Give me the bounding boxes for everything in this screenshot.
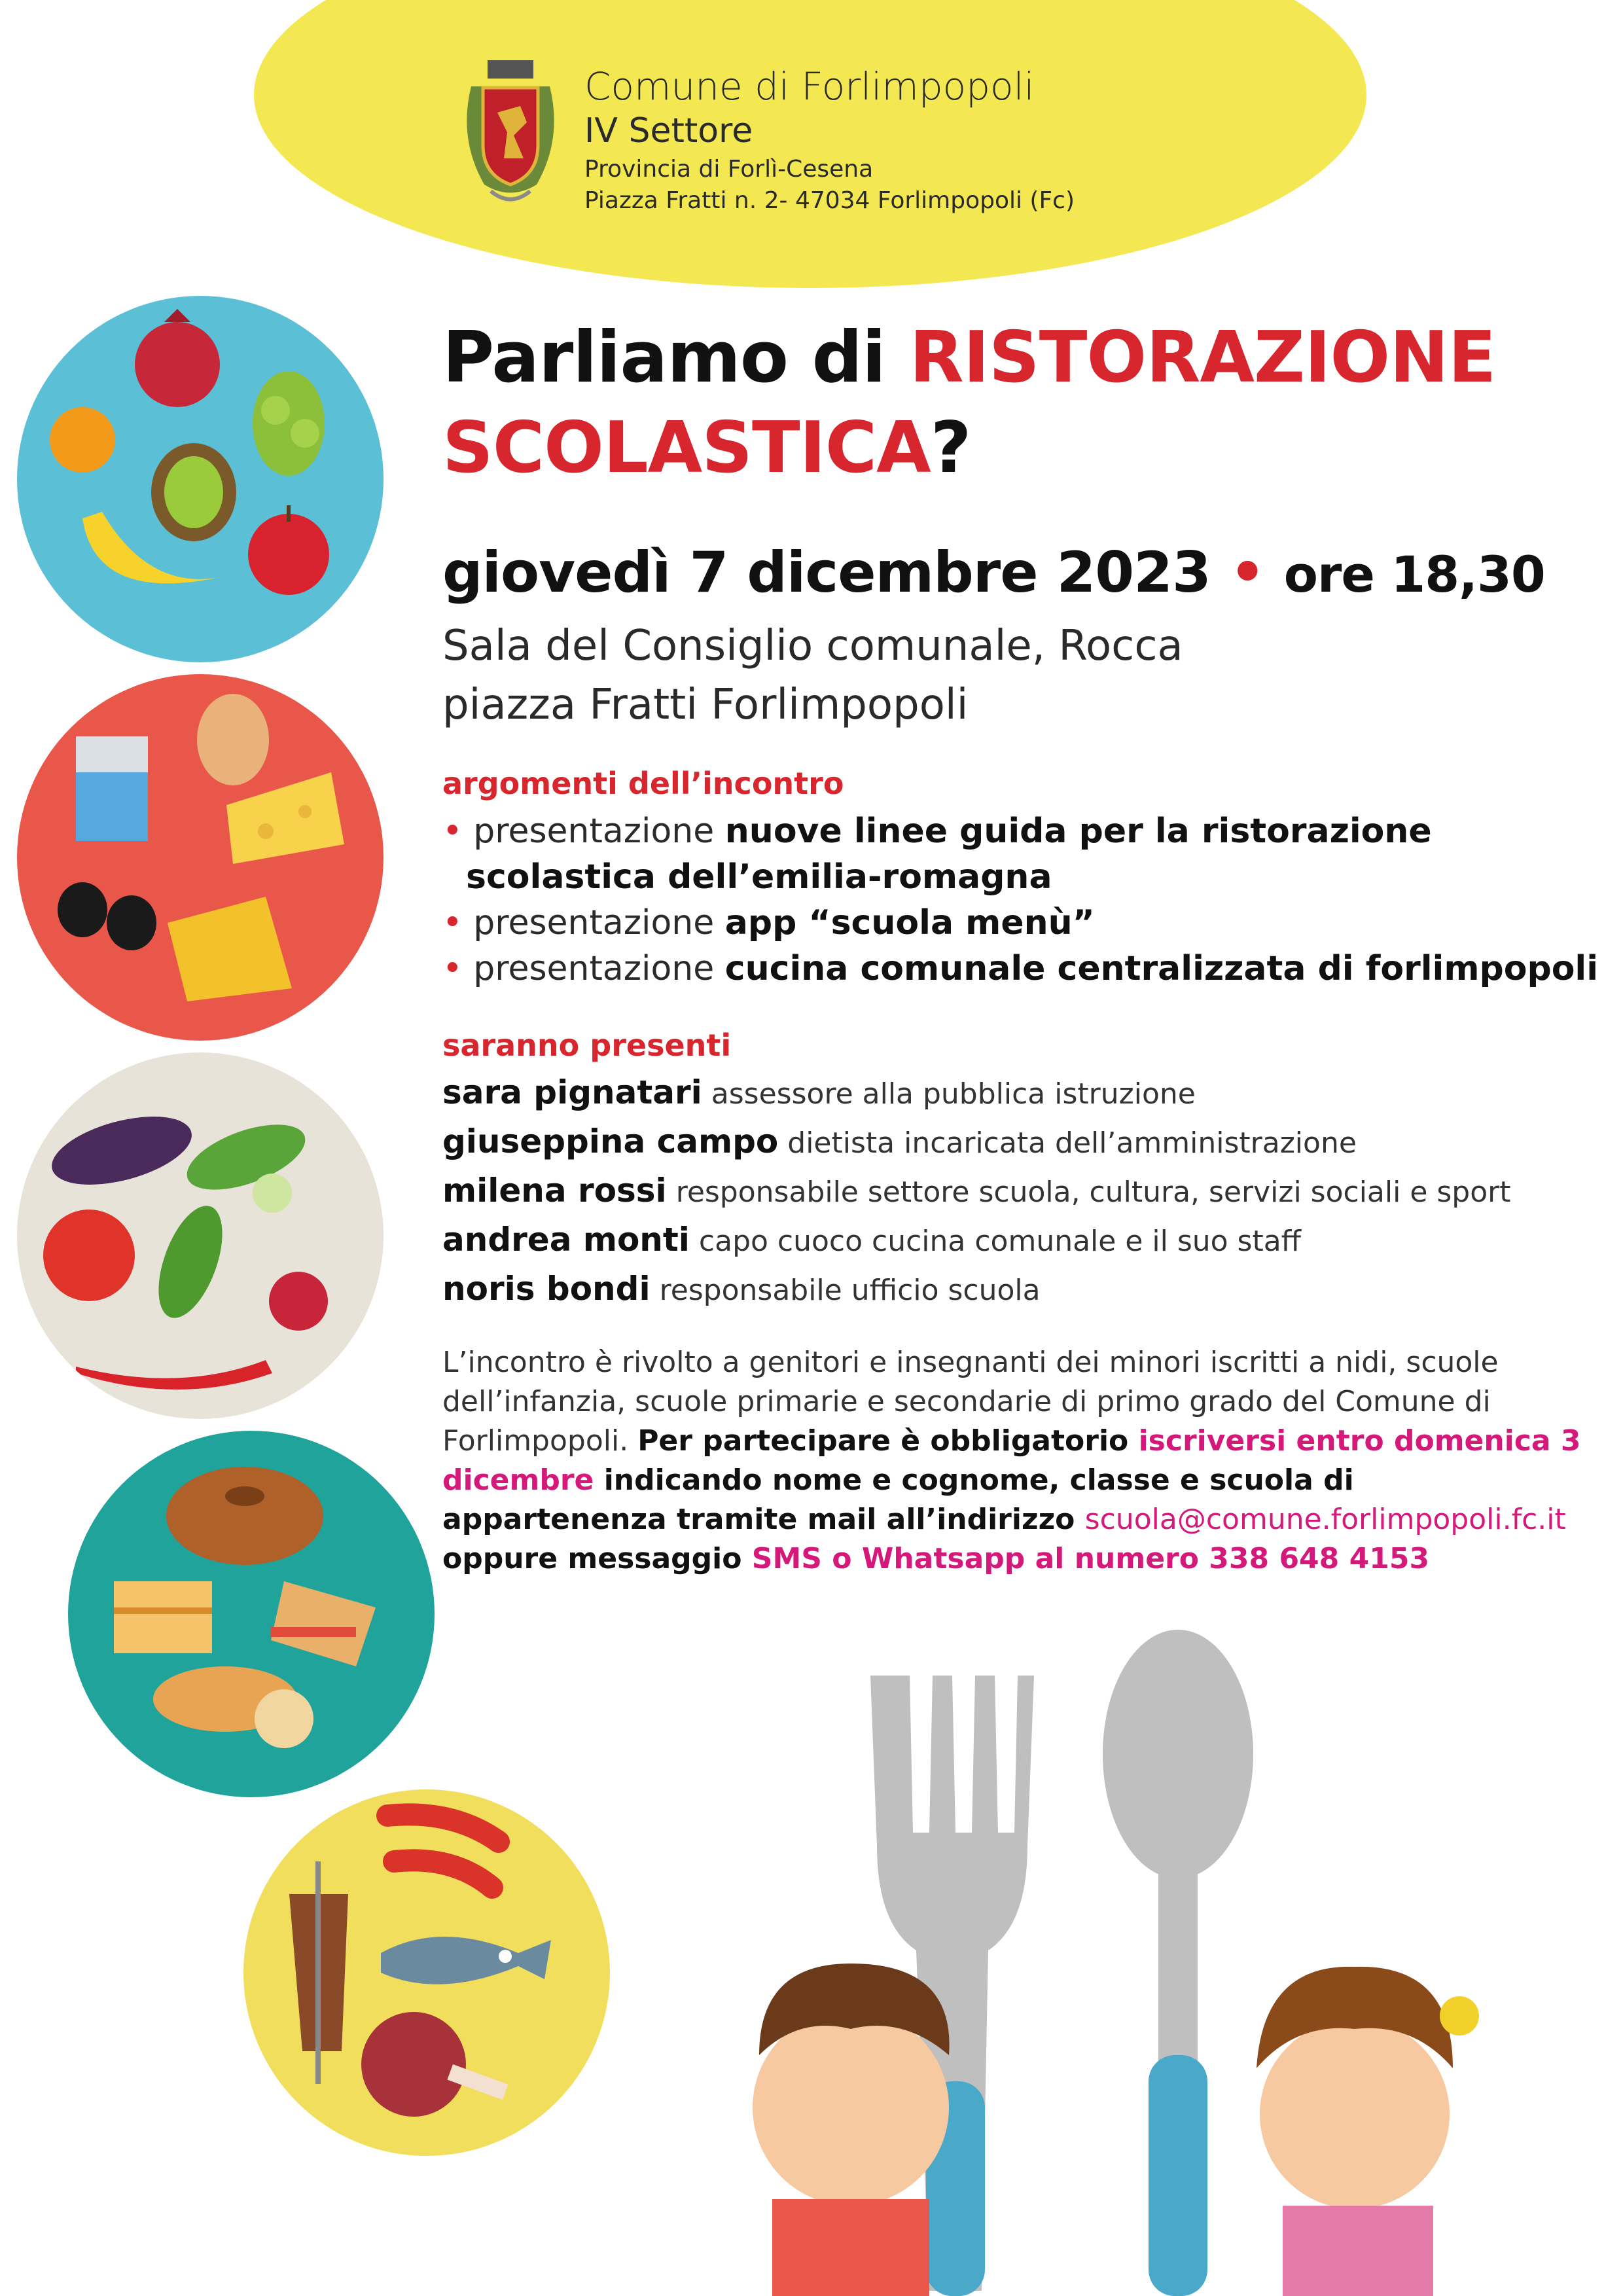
kids-with-cutlery-illustration bbox=[654, 1597, 1597, 2296]
municipal-crest-logo bbox=[458, 60, 563, 211]
info-paragraph bbox=[442, 1343, 1581, 1579]
person-name: milena rossi bbox=[442, 1172, 667, 1210]
person-role: dietista incaricata dell’amministrazione bbox=[778, 1126, 1357, 1160]
person-role: responsabile settore scuola, cultura, servizi sociali e sport bbox=[666, 1175, 1511, 1209]
fruits-icon bbox=[17, 296, 383, 662]
person-name: noris bondi bbox=[442, 1270, 651, 1308]
meat-fish-plate-illustration bbox=[243, 1789, 610, 2156]
topic-prefix: presentazione bbox=[473, 949, 725, 988]
bullet: • bbox=[442, 903, 463, 942]
event-venue-line1: Sala del Consiglio comunale, Rocca bbox=[442, 622, 1183, 670]
vegetables-plate-illustration bbox=[17, 1052, 383, 1419]
info-bold1: Per partecipare è obbligatorio bbox=[637, 1424, 1139, 1458]
event-bullet: • bbox=[1210, 540, 1284, 605]
topic-text: cucina comunale centralizzata di forlimpopoli bbox=[724, 949, 1599, 988]
spoon-icon bbox=[1103, 1630, 1253, 1878]
info-bold2: indicando nome e cognome, classe e scuola di appartenenza tramite mail all’indirizzo bbox=[442, 1463, 1354, 1536]
topics-heading: argomenti dell’incontro bbox=[442, 766, 844, 801]
person-name: giuseppina campo bbox=[442, 1122, 779, 1160]
org-address: Piazza Fratti n. 2- 47034 Forlimpopoli (Fc) bbox=[584, 187, 1075, 214]
org-province: Provincia di Forlì-Cesena bbox=[584, 156, 874, 183]
person-name: andrea monti bbox=[442, 1221, 690, 1259]
people-heading: saranno presenti bbox=[442, 1028, 732, 1063]
bullet: • bbox=[442, 949, 463, 988]
header-background bbox=[254, 0, 1366, 288]
bullet: • bbox=[442, 812, 463, 851]
topic-item-continuation: scolastica dell’emilia-romagna bbox=[466, 857, 1052, 897]
person-role: responsabile ufficio scuola bbox=[650, 1274, 1041, 1307]
topic-prefix: presentazione bbox=[473, 903, 725, 942]
title-part1: Parliamo di bbox=[442, 317, 910, 399]
info-phone: SMS o Whatsapp al numero 338 648 4153 bbox=[751, 1542, 1430, 1575]
person-row bbox=[442, 1073, 1196, 1111]
topic-text: app “scuola menù” bbox=[724, 903, 1095, 942]
title-part2: RISTORAZIONE bbox=[909, 317, 1496, 399]
info-deadline: iscriversi entro domenica 3 dicembre bbox=[442, 1424, 1581, 1497]
topic-item bbox=[442, 949, 1598, 988]
person-row bbox=[442, 1122, 1357, 1160]
event-time: ore 18,30 bbox=[1283, 545, 1545, 603]
baked-goods-icon bbox=[68, 1431, 435, 1797]
title-part4: ? bbox=[930, 407, 971, 489]
person-row bbox=[442, 1172, 1511, 1210]
topic-item bbox=[442, 812, 1432, 851]
person-role: capo cuoco cucina comunale e il suo staff bbox=[689, 1225, 1301, 1258]
person-role: assessore alla pubblica istruzione bbox=[702, 1077, 1196, 1111]
person-name: sara pignatari bbox=[442, 1073, 702, 1111]
staples-icon bbox=[17, 674, 383, 1041]
org-sector: IV Settore bbox=[584, 111, 753, 151]
meat-fish-icon bbox=[243, 1789, 610, 2156]
fruit-plate-illustration bbox=[17, 296, 383, 662]
event-date-text: giovedì 7 dicembre 2023 bbox=[442, 540, 1211, 605]
topic-item bbox=[442, 903, 1095, 942]
title-part3: SCOLASTICA bbox=[442, 407, 931, 489]
info-intro: L’incontro è rivolto a genitori e insegnanti dei minori iscritti a nidi, scuole dell’infanzia, scuole primarie e secondarie di primo grado del Comune di Forlimpopoli. bbox=[442, 1346, 1499, 1458]
vegetables-icon bbox=[17, 1052, 383, 1419]
event-venue-line2: piazza Fratti Forlimpopoli bbox=[442, 681, 969, 729]
event-date bbox=[442, 540, 1545, 605]
topic-prefix: presentazione bbox=[473, 812, 725, 851]
staples-plate-illustration bbox=[17, 674, 383, 1041]
org-name: Comune di Forlimpopoli bbox=[584, 64, 1035, 109]
page-title bbox=[442, 313, 1495, 493]
person-row bbox=[442, 1270, 1041, 1308]
topic-text: nuove linee guida per la ristorazione bbox=[724, 812, 1432, 851]
baked-goods-plate-illustration bbox=[68, 1431, 435, 1797]
info-bold3: oppure messaggio bbox=[442, 1542, 752, 1575]
person-row bbox=[442, 1221, 1301, 1259]
info-email-link[interactable]: scuola@comune.forlimpopoli.fc.it bbox=[1084, 1503, 1566, 1536]
